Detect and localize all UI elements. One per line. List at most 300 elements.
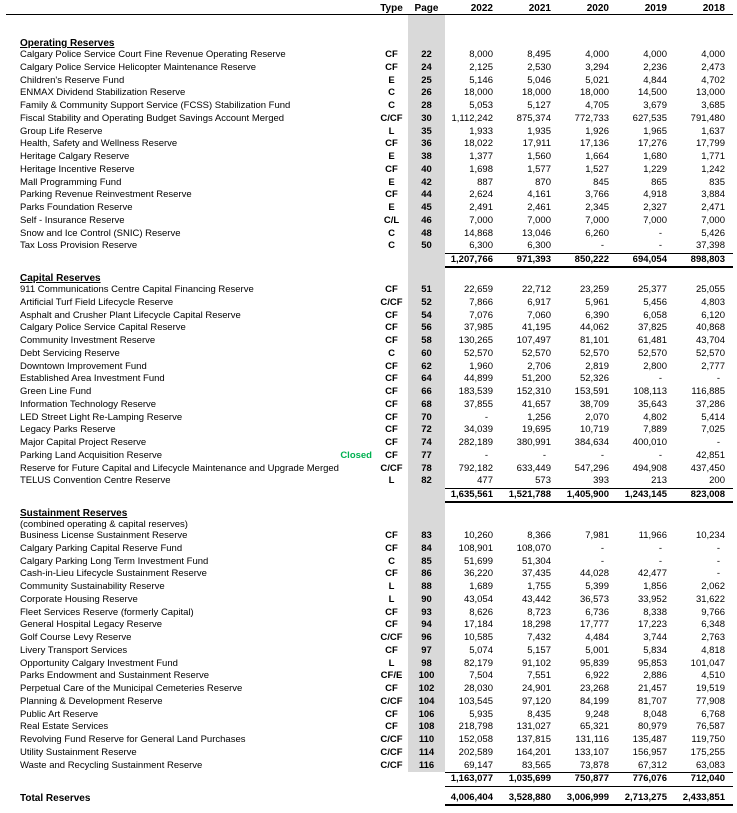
- section-heading: [20, 271, 733, 284]
- reserve-value: 2,886: [643, 670, 667, 682]
- section-subtotal-row: [20, 772, 733, 787]
- reserve-page-number: 82: [421, 475, 432, 487]
- reserve-value: 33,952: [637, 593, 667, 605]
- reserve-value: 1,698: [469, 163, 493, 175]
- reserve-value: 18,000: [463, 87, 493, 99]
- reserve-value: 1,577: [527, 163, 551, 175]
- reserve-page-number: 104: [418, 695, 435, 707]
- reserve-row: [20, 399, 733, 412]
- reserve-value: 7,000: [701, 214, 725, 226]
- reserve-row: [20, 386, 733, 399]
- reserve-value: 25,377: [637, 284, 667, 295]
- reserve-value: 547,296: [574, 462, 609, 474]
- reserve-name: Calgary Police Service Capital Reserve: [20, 322, 186, 334]
- reserve-value: 772,733: [574, 112, 609, 124]
- reserve-type: L: [388, 593, 395, 605]
- reserve-row: [20, 594, 733, 607]
- reserve-page-number: 25: [421, 74, 432, 86]
- reserve-row: [20, 530, 733, 543]
- reserve-value: 7,866: [469, 296, 493, 308]
- reserve-value: 73,878: [579, 759, 609, 771]
- reserve-value: 10,234: [695, 530, 725, 541]
- reserve-value: 5,834: [643, 644, 667, 656]
- reserve-value: 8,435: [527, 708, 551, 720]
- reserve-value: 67,312: [637, 759, 667, 771]
- reserve-type: CF: [385, 721, 398, 733]
- reserve-name: Planning & Development Reserve: [20, 695, 163, 707]
- reserve-name: Snow and Ice Control (SNIC) Reserve: [20, 227, 181, 239]
- reserve-value: 19,695: [521, 424, 551, 436]
- reserve-name: Calgary Police Service Court Fine Revenue Operating Reserve: [20, 49, 286, 60]
- reserve-type: C/CF: [380, 746, 403, 758]
- reserve-row: [20, 581, 733, 594]
- reserve-row: [20, 151, 733, 164]
- subtotal-value: 1,207,766: [450, 253, 493, 265]
- subtotal-value: 1,405,900: [566, 488, 609, 500]
- reserve-name: Community Sustainability Reserve: [20, 581, 165, 592]
- reserve-type: CF: [385, 360, 398, 372]
- reserve-value: 44,899: [463, 373, 493, 385]
- reserve-value: 2,236: [643, 61, 667, 73]
- reserve-value: 2,327: [643, 202, 667, 213]
- reserve-value: 40,868: [695, 322, 725, 334]
- reserve-name: Information Technology Reserve: [20, 398, 157, 410]
- reserve-row: [20, 100, 733, 113]
- reserve-page-number: 108: [418, 721, 435, 733]
- reserve-value: 131,116: [575, 734, 609, 745]
- reserve-value: 4,000: [701, 49, 725, 60]
- reserve-name: Livery Transport Services: [20, 644, 128, 656]
- reserve-value: 5,146: [469, 74, 493, 86]
- total-value-2020: 3,006,999: [566, 791, 609, 803]
- reserve-page-number: 77: [421, 449, 432, 461]
- reserve-row: [20, 177, 733, 190]
- reserve-value: 9,248: [585, 708, 609, 720]
- reserve-value: -: [716, 542, 720, 554]
- section-heading: [20, 36, 733, 49]
- reserve-type: C/CF: [380, 632, 403, 643]
- reserve-name: Debt Servicing Reserve: [20, 347, 120, 359]
- reserve-row: [20, 412, 733, 425]
- reserve-row: [20, 297, 733, 310]
- subtotal-value: 850,222: [574, 253, 609, 265]
- reserve-value: 7,000: [585, 214, 609, 226]
- reserve-value: 4,161: [527, 189, 551, 201]
- reserve-value: 38,709: [579, 398, 609, 410]
- reserve-value: 380,991: [516, 437, 551, 448]
- reserve-value: 384,634: [574, 437, 609, 448]
- reserve-value: -: [658, 227, 662, 239]
- reserve-type: C/CF: [380, 734, 403, 745]
- reserve-value: 4,000: [585, 49, 609, 60]
- reserve-value: 2,777: [701, 360, 725, 372]
- reserve-value: 1,664: [585, 151, 609, 162]
- reserve-name: Calgary Police Service Helicopter Maintenance Reserve: [20, 61, 257, 73]
- reserve-page-number: 116: [418, 759, 435, 771]
- reserve-value: 91,102: [521, 657, 551, 669]
- section-heading: [20, 506, 733, 519]
- reserve-page-number: 38: [421, 151, 432, 162]
- reserve-value: 41,657: [521, 398, 551, 410]
- reserve-page-number: 46: [421, 214, 432, 226]
- reserve-value: 7,981: [585, 530, 609, 541]
- reserve-value: 6,768: [701, 708, 725, 720]
- reserve-value: 95,839: [579, 657, 609, 669]
- reserve-value: 4,705: [585, 100, 609, 111]
- reserve-value: 44,028: [579, 568, 609, 580]
- reserve-value: -: [716, 568, 720, 580]
- reserve-value: 14,868: [463, 227, 493, 239]
- reserve-value: 3,679: [643, 100, 667, 111]
- reserve-page-number: 102: [418, 683, 435, 694]
- reserve-row: [20, 645, 733, 658]
- reserve-value: 4,702: [701, 74, 725, 86]
- reserve-type: C/CF: [380, 296, 403, 308]
- total-value-2022: 4,006,404: [450, 791, 493, 803]
- reserve-value: 8,338: [643, 606, 667, 618]
- reserve-name: Self - Insurance Reserve: [20, 214, 125, 226]
- reserve-value: 6,300: [469, 240, 493, 252]
- reserve-value: 792,182: [458, 462, 493, 474]
- reserve-value: 7,504: [469, 670, 493, 682]
- reserve-name: Legacy Parks Reserve: [20, 424, 116, 436]
- reserve-row: [20, 734, 733, 747]
- subtotal-value: 1,243,145: [624, 488, 667, 500]
- reserve-value: 133,107: [574, 746, 609, 758]
- reserve-value: 52,570: [579, 347, 609, 359]
- reserve-name: Asphalt and Crusher Plant Lifecycle Capital Reserve: [20, 309, 241, 321]
- section-subtotal-row: [20, 488, 733, 503]
- reserve-value: 43,054: [463, 593, 493, 605]
- reserve-value: -: [600, 449, 604, 461]
- reserve-value: 3,884: [701, 189, 725, 201]
- reserve-value: 3,766: [585, 189, 609, 201]
- reserve-value: 1,256: [527, 411, 551, 423]
- reserve-page-number: 68: [421, 398, 432, 410]
- reserve-value: 7,889: [643, 424, 667, 436]
- reserve-value: 1,242: [701, 163, 725, 175]
- reserve-value: 101,047: [690, 657, 725, 669]
- table-body: [20, 36, 733, 787]
- reserve-name: 911 Communications Centre Capital Financing Reserve: [20, 284, 254, 295]
- reserve-name: Downtown Improvement Fund: [20, 360, 147, 372]
- reserve-value: 17,223: [637, 619, 667, 631]
- reserve-value: 2,070: [585, 411, 609, 423]
- reserve-value: 5,456: [643, 296, 667, 308]
- reserve-value: 51,304: [521, 555, 551, 567]
- column-header-2020: 2020: [586, 3, 609, 14]
- reserve-value: 1,377: [469, 151, 493, 162]
- reserve-value: 28,030: [463, 683, 493, 694]
- reserve-type: L: [388, 581, 395, 592]
- reserve-value: 44,062: [579, 322, 609, 334]
- reserve-value: 37,398: [695, 240, 725, 252]
- reserve-value: 84,199: [579, 695, 609, 707]
- reserve-value: 17,136: [579, 138, 609, 150]
- reserve-value: 65,321: [579, 721, 609, 733]
- reserve-row: [20, 747, 733, 760]
- reserve-page-number: 35: [421, 125, 432, 137]
- total-reserves-row: [20, 790, 733, 806]
- reserve-page-number: 52: [421, 296, 432, 308]
- reserve-value: 1,689: [469, 581, 493, 592]
- reserve-value: 1,771: [701, 151, 725, 162]
- reserve-value: 2,345: [585, 202, 609, 213]
- reserve-value: 153,591: [574, 386, 609, 397]
- subtotal-value: 823,008: [690, 488, 725, 500]
- reserve-value: 6,300: [527, 240, 551, 252]
- reserve-page-number: 24: [421, 61, 432, 73]
- reserve-type: E: [388, 202, 395, 213]
- reserve-value: 1,527: [585, 163, 609, 175]
- reserve-value: 83,565: [521, 759, 551, 771]
- reserve-value: 5,426: [701, 227, 725, 239]
- reserve-value: 4,484: [585, 632, 609, 643]
- subtotal-value: 1,521,788: [508, 488, 551, 500]
- reserve-type: CF: [385, 542, 398, 554]
- reserve-value: 5,021: [585, 74, 609, 86]
- reserve-value: 119,750: [691, 734, 725, 745]
- reserve-value: -: [484, 449, 488, 461]
- reserve-value: 4,000: [643, 49, 667, 60]
- reserve-page-number: 85: [421, 555, 432, 567]
- reserve-value: 43,442: [521, 593, 551, 605]
- reserve-value: 865: [651, 176, 667, 188]
- reserve-value: 6,120: [701, 309, 725, 321]
- reserve-value: 7,432: [527, 632, 551, 643]
- reserve-type: E: [388, 176, 395, 188]
- reserve-row: [20, 709, 733, 722]
- reserve-value: 52,570: [463, 347, 493, 359]
- reserve-value: 1,112,242: [451, 112, 493, 124]
- reserve-name: Calgary Parking Capital Reserve Fund: [20, 542, 183, 554]
- reserve-type: CF: [385, 449, 398, 461]
- reserve-value: 282,189: [458, 437, 493, 448]
- reserve-value: 477: [477, 475, 493, 487]
- reserve-value: 183,539: [458, 386, 493, 397]
- total-values: [445, 790, 733, 806]
- subtotal-value: 776,076: [632, 773, 667, 785]
- reserve-value: 13,046: [521, 227, 551, 239]
- reserve-page-number: 48: [421, 227, 432, 239]
- reserve-page-number: 70: [421, 411, 432, 423]
- reserve-value: 17,276: [637, 138, 667, 150]
- reserve-value: 5,046: [527, 74, 551, 86]
- reserve-value: 1,637: [701, 125, 725, 137]
- reserve-value: 2,800: [643, 360, 667, 372]
- reserve-page-number: 90: [421, 593, 432, 605]
- reserve-value: 3,294: [585, 61, 609, 73]
- reserve-value: 69,147: [463, 759, 493, 771]
- subtotal-value: 1,163,077: [450, 773, 493, 785]
- reserve-type: C: [388, 555, 395, 567]
- reserve-value: 18,022: [463, 138, 493, 150]
- reserve-value: 6,390: [585, 309, 609, 321]
- reserve-value: 51,200: [521, 373, 551, 385]
- reserve-value: 42,477: [637, 568, 667, 580]
- reserve-name: Family & Community Support Service (FCSS) Stabilization Fund: [20, 100, 291, 111]
- reserve-page-number: 74: [421, 437, 432, 448]
- section-title: Sustainment Reserves: [20, 508, 128, 519]
- reserve-row: [20, 164, 733, 177]
- reserve-value: 156,957: [632, 746, 667, 758]
- reserve-name: Cash-in-Lieu Lifecycle Sustainment Reserve: [20, 568, 207, 580]
- reserve-row: [20, 696, 733, 709]
- reserve-name: LED Street Light Re-Lamping Reserve: [20, 411, 183, 423]
- reserve-value: 845: [593, 176, 609, 188]
- reserve-value: 108,070: [516, 542, 551, 554]
- reserve-type: L: [388, 475, 395, 487]
- reserve-value: -: [542, 449, 546, 461]
- reserve-name: Opportunity Calgary Investment Fund: [20, 657, 178, 669]
- reserve-name: Real Estate Services: [20, 721, 109, 733]
- reserve-value: 175,255: [690, 746, 725, 758]
- reserve-value: 7,025: [701, 424, 725, 436]
- reserve-value: 2,624: [469, 189, 493, 201]
- reserve-name: Parking Land Acquisition Reserve: [20, 449, 163, 461]
- reserve-value: 18,298: [521, 619, 551, 631]
- reserve-name: Green Line Fund: [20, 386, 92, 397]
- reserve-value: 8,626: [469, 606, 493, 618]
- reserve-type: L: [388, 657, 395, 669]
- reserve-value: 22,712: [521, 284, 551, 295]
- reserve-type: C: [388, 240, 395, 252]
- reserve-value: 164,201: [516, 746, 551, 758]
- section-subtitle: (combined operating & capital reserves): [20, 519, 188, 530]
- reserve-value: 152,058: [458, 734, 493, 745]
- reserve-row: [20, 607, 733, 620]
- reserve-value: 24,901: [521, 683, 551, 694]
- reserve-value: 25,055: [695, 284, 725, 295]
- reserve-value: 6,917: [527, 296, 551, 308]
- subtotal-value: 971,393: [516, 253, 551, 265]
- reserve-value: 23,268: [579, 683, 609, 694]
- reserve-row: [20, 670, 733, 683]
- reserve-value: 200: [709, 475, 725, 487]
- reserve-value: -: [716, 555, 720, 567]
- reserve-row: [20, 568, 733, 581]
- reserve-name: Perpetual Care of the Municipal Cemeteries Reserve: [20, 683, 243, 694]
- reserve-value: 633,449: [516, 462, 551, 474]
- reserve-row: [20, 556, 733, 569]
- reserve-value: 6,348: [701, 619, 725, 631]
- reserve-name: Business License Sustainment Reserve: [20, 530, 188, 541]
- reserve-value: 5,961: [585, 296, 609, 308]
- reserve-value: 135,487: [632, 734, 667, 745]
- reserve-value: 3,744: [643, 632, 667, 643]
- subtotal-value: 898,803: [690, 253, 725, 265]
- column-header-2019: 2019: [644, 3, 667, 14]
- reserve-page-number: 40: [421, 163, 432, 175]
- reserve-type: CF: [385, 49, 398, 60]
- reserve-name: Artificial Turf Field Lifecycle Reserve: [20, 296, 174, 308]
- reserve-row: [20, 126, 733, 139]
- reserve-row: [20, 189, 733, 202]
- subtotal-value: 750,877: [574, 773, 609, 785]
- reserve-row: [20, 228, 733, 241]
- reserve-value: 10,260: [463, 530, 493, 541]
- column-header-2018: 2018: [702, 3, 725, 14]
- reserve-type: L: [388, 125, 395, 137]
- reserve-row: [20, 335, 733, 348]
- reserve-value: 4,803: [701, 296, 725, 308]
- reserve-value: 2,062: [701, 581, 725, 592]
- reserve-name: Fleet Services Reserve (formerly Capital): [20, 606, 194, 618]
- reserve-page-number: 45: [421, 202, 432, 213]
- reserve-value: 34,039: [463, 424, 493, 436]
- reserve-page-number: 50: [421, 240, 432, 252]
- reserve-name: TELUS Convention Centre Reserve: [20, 475, 171, 487]
- reserve-type: E: [388, 74, 395, 86]
- reserve-value: 5,053: [469, 100, 493, 111]
- reserve-value: 22,659: [463, 284, 493, 295]
- reserve-name: Calgary Parking Long Term Investment Fund: [20, 555, 209, 567]
- reserve-name: Community Investment Reserve: [20, 335, 156, 346]
- reserve-value: 494,908: [632, 462, 667, 474]
- reserve-value: 2,819: [585, 360, 609, 372]
- reserve-value: 18,000: [521, 87, 551, 99]
- reserve-value: 19,519: [695, 683, 725, 694]
- reserve-value: 97,120: [521, 695, 551, 707]
- reserve-row: [20, 361, 733, 374]
- reserve-value: 116,885: [691, 386, 725, 397]
- reserve-name: Tax Loss Provision Reserve: [20, 240, 138, 252]
- reserve-row: [20, 463, 733, 476]
- reserve-row: [20, 760, 733, 773]
- reserve-value: 1,926: [585, 125, 609, 137]
- reserve-value: 17,777: [579, 619, 609, 631]
- reserve-value: 36,220: [463, 568, 493, 580]
- total-value-2021: 3,528,880: [508, 791, 551, 803]
- reserve-value: 2,706: [527, 360, 551, 372]
- reserve-row: [20, 683, 733, 696]
- reserve-type: C/CF: [380, 112, 403, 124]
- reserve-value: 4,918: [643, 189, 667, 201]
- total-value-2018: 2,433,851: [682, 791, 725, 803]
- reserve-name: Health, Safety and Wellness Reserve: [20, 138, 178, 150]
- reserve-value: 7,551: [527, 670, 551, 682]
- reserve-name: Corporate Housing Reserve: [20, 593, 138, 605]
- reserve-type: CF: [385, 386, 398, 397]
- reserve-page-number: 98: [421, 657, 432, 669]
- reserve-page-number: 86: [421, 568, 432, 580]
- reserve-row: [20, 348, 733, 361]
- reserve-name: Major Capital Project Reserve: [20, 437, 147, 448]
- reserve-value: 5,399: [585, 581, 609, 592]
- reserve-name: Children's Reserve Fund: [20, 74, 125, 86]
- reserve-value: 5,074: [469, 644, 493, 656]
- reserve-page-number: 58: [421, 335, 432, 346]
- reserve-value: 37,855: [463, 398, 493, 410]
- reserve-row: [20, 543, 733, 556]
- reserve-type: CF: [385, 335, 398, 346]
- reserve-value: 1,560: [527, 151, 551, 162]
- reserve-value: -: [600, 555, 604, 567]
- reserve-type: C/CF: [380, 462, 403, 474]
- reserve-value: 870: [535, 176, 551, 188]
- reserve-value: 76,587: [695, 721, 725, 733]
- reserve-row: [20, 75, 733, 88]
- reserve-value: 1,229: [643, 163, 667, 175]
- reserve-type: C: [388, 87, 395, 99]
- reserve-value: 5,001: [585, 644, 609, 656]
- reserve-type: CF: [385, 309, 398, 321]
- column-header-page: Page: [414, 3, 439, 14]
- reserve-name: Public Art Reserve: [20, 708, 99, 720]
- reserve-type: E: [388, 151, 395, 162]
- reserve-name: Reserve for Future Capital and Lifecycle Maintenance and Upgrade Merged: [20, 462, 339, 474]
- reserve-value: 437,450: [690, 462, 725, 474]
